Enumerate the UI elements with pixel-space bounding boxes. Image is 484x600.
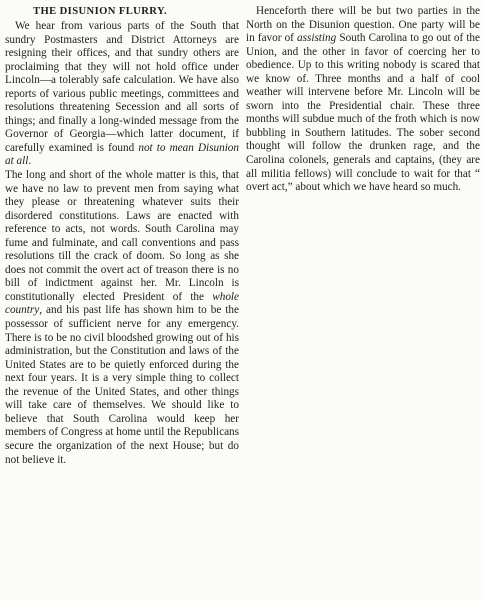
- text-run: , and his past life has shown him to be the possessor of sufficient nerve for any emergency. There is to be no civil bloodshed growing out of his administration, but the Constitution and laws of the United States are to be quietly enforced during the next four years. It is a very simple thing to collect the revenue of the United States, and other things will take care of themselves. We should like to believe that South Carolina would keep her members of Congress at home until the Republicans secure the organization of the next House; but do not believe it.: [5, 304, 239, 466]
- paragraph-1: [5, 20, 239, 169]
- right-column: [246, 5, 480, 467]
- article-headline: THE DISUNION FLURRY.: [33, 6, 168, 17]
- text-run: The long and short of the whole matter is this, that we have no law to prevent men from saying what they please or threatening whatever suits their disordered constitutions. Laws are enacted with reference to acts, not words. South Carolina may fume and fulminate, and call conventions and pass resolutions till the crack of doom. So long as she does not commit the overt act of treason there is no bill of indictment against her. Mr. Lincoln is constitutionally elected President of the: [5, 169, 239, 303]
- text-run: Henceforth there will be but two parties in the North on the Disunion question. One party will be in favor of: [246, 5, 480, 45]
- text-run: We hear from various parts of the South that sundry Postmasters and District Attorneys are resigning their offices, and that sundry others are proclaiming that they will not hold office under Lincoln—a tolerably safe calculation. We have also reports of various public meetings, committees and resolutions threatening Secession and all sorts of things; and finally a long-winded message from the Governor of Georgia—which latter document, if carefully examined is found: [5, 20, 239, 154]
- left-column: [4, 5, 239, 467]
- article-columns: [4, 5, 480, 467]
- italic-phrase: whole country: [5, 290, 239, 317]
- text-run: South Carolina to go out of the Union, and the other in favor of coercing her to obedience. Up to this writing nobody is scared that we know of. Three months and a half of cool weather will intervene before Mr. Lincoln will be sworn into the Presidential chair. These three months will subdue much of the froth which is now bubbling in Southern latitudes. The sober second thought will follow the drunken rage, and the Carolina colonels, generals and captains, (they are all militia fellows) will conclude to wait for that “ overt act,” about which we have heard so much.: [246, 32, 480, 194]
- text-run: .: [28, 155, 32, 168]
- paragraph-2: [5, 169, 239, 467]
- italic-phrase: assisting: [297, 32, 337, 45]
- paragraph-3: [246, 5, 480, 195]
- italic-phrase: not to mean Disunion at all: [5, 141, 239, 168]
